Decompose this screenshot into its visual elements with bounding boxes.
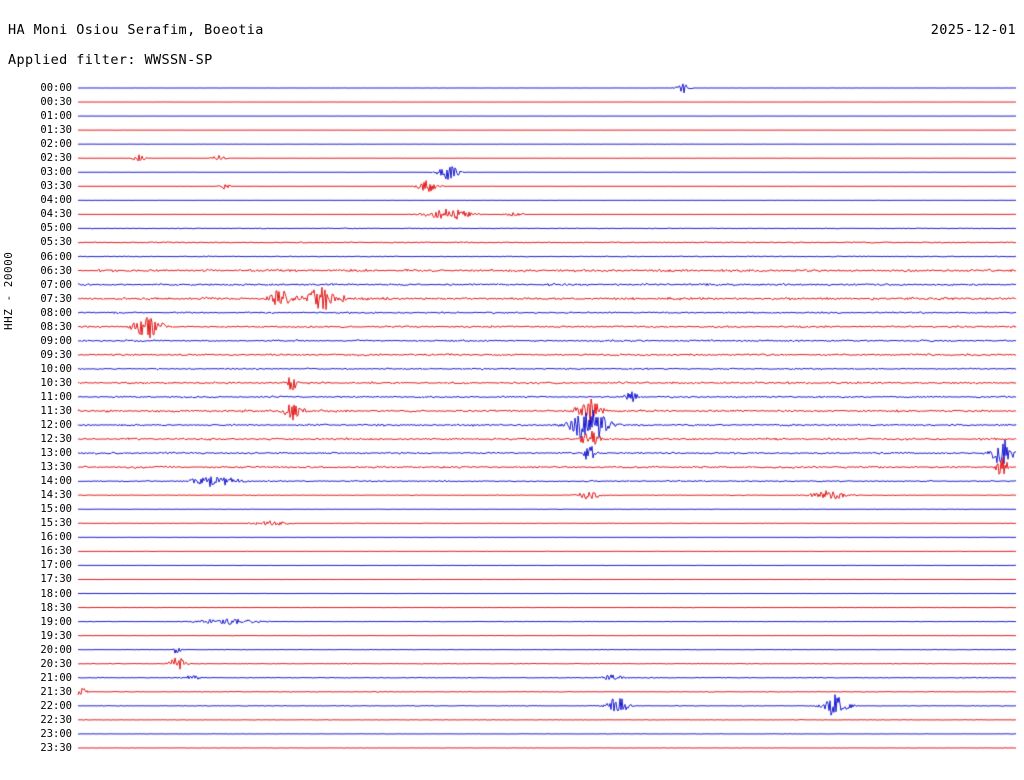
time-tick-label: 08:00: [40, 306, 72, 319]
time-tick-label: 10:00: [40, 362, 72, 375]
time-tick-label: 19:30: [40, 629, 72, 642]
time-tick-label: 05:00: [40, 222, 72, 235]
time-tick-label: 07:00: [40, 278, 72, 291]
time-tick-label: 18:30: [40, 601, 72, 614]
time-tick-label: 06:00: [40, 250, 72, 263]
time-tick-label: 00:30: [40, 96, 72, 109]
time-tick-label: 16:30: [40, 545, 72, 558]
time-tick-label: 22:30: [40, 713, 72, 726]
time-tick-label: 02:30: [40, 152, 72, 165]
time-tick-label: 07:30: [40, 292, 72, 305]
time-tick-label: 11:30: [40, 404, 72, 417]
page-title: HA Moni Osiou Serafim, Boeotia: [8, 22, 264, 38]
time-tick-label: 20:00: [40, 643, 72, 656]
time-tick-label: 03:30: [40, 180, 72, 193]
time-tick-label: 21:00: [40, 671, 72, 684]
time-tick-label: 01:30: [40, 124, 72, 137]
time-tick-label: 16:00: [40, 531, 72, 544]
time-tick-label: 04:00: [40, 194, 72, 207]
time-tick-label: 09:30: [40, 348, 72, 361]
time-tick-label: 17:30: [40, 573, 72, 586]
time-tick-label: 12:00: [40, 419, 72, 431]
time-tick-label: 10:30: [40, 376, 72, 389]
time-tick-label: 05:30: [40, 236, 72, 249]
time-tick-label: 14:00: [40, 475, 72, 488]
time-tick-label: 19:00: [40, 615, 72, 628]
filter-label: Applied filter: WWSSN-SP: [8, 52, 213, 68]
time-tick-label: 06:30: [40, 264, 72, 277]
time-tick-label: 08:30: [40, 320, 72, 333]
time-tick-label: 23:00: [40, 727, 72, 740]
time-tick-label: 13:30: [40, 461, 72, 474]
time-tick-label: 13:00: [40, 447, 72, 460]
date-label: 2025-12-01: [930, 22, 1016, 38]
seismogram-traces: [0, 76, 1024, 780]
time-tick-label: 21:30: [40, 685, 72, 698]
time-tick-label: 03:00: [40, 166, 72, 179]
time-tick-label: 23:30: [40, 741, 72, 754]
time-tick-label: 09:00: [40, 334, 72, 347]
time-tick-label: 22:00: [40, 699, 72, 712]
time-tick-label: 15:30: [40, 517, 72, 530]
y-axis-label: HHZ - 20000: [2, 251, 15, 330]
time-tick-label: 04:30: [40, 208, 72, 221]
time-tick-label: 11:00: [40, 390, 72, 403]
time-tick-label: 01:00: [40, 110, 72, 123]
time-axis-labels: [0, 76, 78, 780]
time-tick-label: 15:00: [40, 503, 72, 516]
time-tick-label: 20:30: [40, 657, 72, 670]
time-tick-label: 18:00: [40, 587, 72, 600]
time-tick-label: 02:00: [40, 138, 72, 151]
helicorder-plot: [0, 76, 1024, 780]
chart-header: [0, 0, 1024, 76]
time-tick-label: 12:30: [40, 433, 72, 446]
time-tick-label: 14:30: [40, 489, 72, 502]
time-tick-label: 17:00: [40, 559, 72, 572]
time-tick-label: 00:00: [40, 82, 72, 94]
